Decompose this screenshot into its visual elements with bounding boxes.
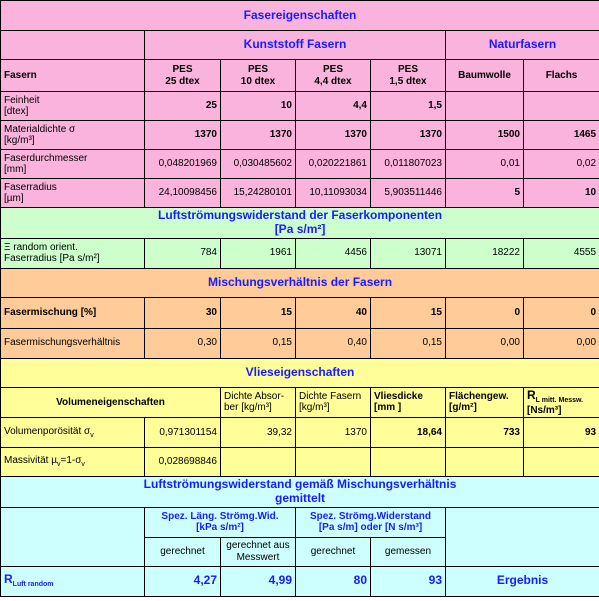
result-spacer [1,507,145,566]
cell: 0,30 [145,328,221,358]
fiber-col-header: PES 4,4 dtex [296,60,371,92]
spec-laeng-header: Spez. Läng. Strömg.Wid. [kPa s/m²] [145,507,296,537]
group-spacer [1,31,145,60]
subcol-header: gemessen [371,537,446,566]
fiber-col-header: PES 25 dtex [145,60,221,92]
result-value: 80 [296,566,371,596]
table-row [1,418,599,448]
fiber-col-header: Baumwolle [446,60,524,92]
cell: 1370 [296,418,371,448]
r-luft-label: $R_{Luft random}$ [1,566,145,596]
cell: 0,00 [446,328,524,358]
table-row [1,92,599,121]
rl-header: $R_{L mitt. Messw.}$ [Ns/m³] [524,387,599,418]
spec-stroemg-header: Spez. Strömg.Widerstand [Pa s/m] oder [N s/m³] [296,507,446,537]
empty-cell [296,448,371,477]
fiber-header-label: Fasern [1,60,145,92]
row-label: Ξ random orient. Faserradius [Pa s/m²] [1,238,145,268]
cell: 1370 [371,121,446,150]
cell: 15 [371,297,446,328]
cell [524,92,599,121]
cell: 733 [446,418,524,448]
cell: 13071 [371,238,446,268]
cell: 25 [145,92,221,121]
cell: 1370 [145,121,221,150]
row-label: Materialdichte σ [kg/m³] [1,121,145,150]
cell: 0,030485602 [221,150,296,179]
row-label: Faserdurchmesser [mm] [1,150,145,179]
group-synthetic: Kunststoff Fasern [145,31,446,60]
cell: 0,028698846 [145,448,221,477]
flow-section-title: Luftströmungswiderstand der Faserkomponenten [Pa s/m²] [1,208,599,239]
cell: 0,15 [221,328,296,358]
cell: 1,5 [371,92,446,121]
cell: 18222 [446,238,524,268]
cell: 0,020221861 [296,150,371,179]
dichte-absorber-header: Dichte Absor- ber [kg/m³] [221,387,296,418]
cell: 15 [221,297,296,328]
row-label: Fasermischung [%] [1,297,145,328]
fiber-col-header: PES 1,5 dtex [371,60,446,92]
result-value: 4,99 [221,566,296,596]
cell: 39,32 [221,418,296,448]
fiber-col-header: Flachs [524,60,599,92]
result-value: 93 [371,566,446,596]
cell: 24,10098456 [145,179,221,208]
empty-cell [446,448,524,477]
cell: 10 [524,179,599,208]
cell: 0 [446,297,524,328]
cell: 30 [145,297,221,328]
cell: 0 [524,297,599,328]
porosity-label: Volumenporösität $\sigma_v$ [1,418,145,448]
flaechengewicht-header: Flächengew. [g/m²] [446,387,524,418]
cell: 0,00 [524,328,599,358]
vliesdicke-header: Vliesdicke [mm ] [371,387,446,418]
row-label: Feinheit [dtex] [1,92,145,121]
cell: 0,011807023 [371,150,446,179]
cell: 5 [446,179,524,208]
table-row [1,297,599,328]
vlies-header-row [1,387,599,418]
massivity-label: Massivität $\mu_v=1-\sigma_v$ [1,448,145,477]
cell: 1961 [221,238,296,268]
cell: 4555 [524,238,599,268]
table-title: Fasereigenschaften [1,1,599,31]
subcol-header: gerechnet [296,537,371,566]
cell: 93 [524,418,599,448]
cell: 10 [221,92,296,121]
result-value: 4,27 [145,566,221,596]
row-label: Faserradius [µm] [1,179,145,208]
cell: 4456 [296,238,371,268]
empty-cell [524,448,599,477]
subcol-header: gerechnet aus Messwert [221,537,296,566]
table-row [1,328,599,358]
cell: 0,971301154 [145,418,221,448]
cell: 10,11093034 [296,179,371,208]
table-row [1,179,599,208]
cell: 40 [296,297,371,328]
volume-label: Volumeneigenschaften [1,387,221,418]
cell: 0,01 [446,150,524,179]
table-row [1,448,599,477]
mix-section-title: Mischungsverhältnis der Fasern [1,268,599,297]
dichte-fasern-header: Dichte Fasern [kg/m³] [296,387,371,418]
cell: 0,048201969 [145,150,221,179]
subcol-header: gerechnet [145,537,221,566]
cell: 0,02 [524,150,599,179]
ergebnis-label: Ergebnis [446,566,599,596]
vlies-section-title: Vlieseigenschaften [1,358,599,387]
cell: 15,24280101 [221,179,296,208]
cell [446,92,524,121]
cell: 784 [145,238,221,268]
cell: 0,15 [371,328,446,358]
cell: 0,40 [296,328,371,358]
cell: 1370 [296,121,371,150]
table-row [1,121,599,150]
group-natural: Naturfasern [446,31,599,60]
cell: 1465 [524,121,599,150]
cell: 1500 [446,121,524,150]
cell: 5,903511446 [371,179,446,208]
table-row [1,150,599,179]
cell: 18,64 [371,418,446,448]
result-spacer-right [446,507,599,566]
result-section-title: Luftströmungswiderstand gemäß Mischungsverhältnis gemittelt [1,477,599,508]
result-row [1,566,599,596]
table-row [1,238,599,268]
cell: 4,4 [296,92,371,121]
row-label: Fasermischungsverhältnis [1,328,145,358]
empty-cell [221,448,296,477]
fiber-col-header: PES 10 dtex [221,60,296,92]
empty-cell [371,448,446,477]
cell: 1370 [221,121,296,150]
